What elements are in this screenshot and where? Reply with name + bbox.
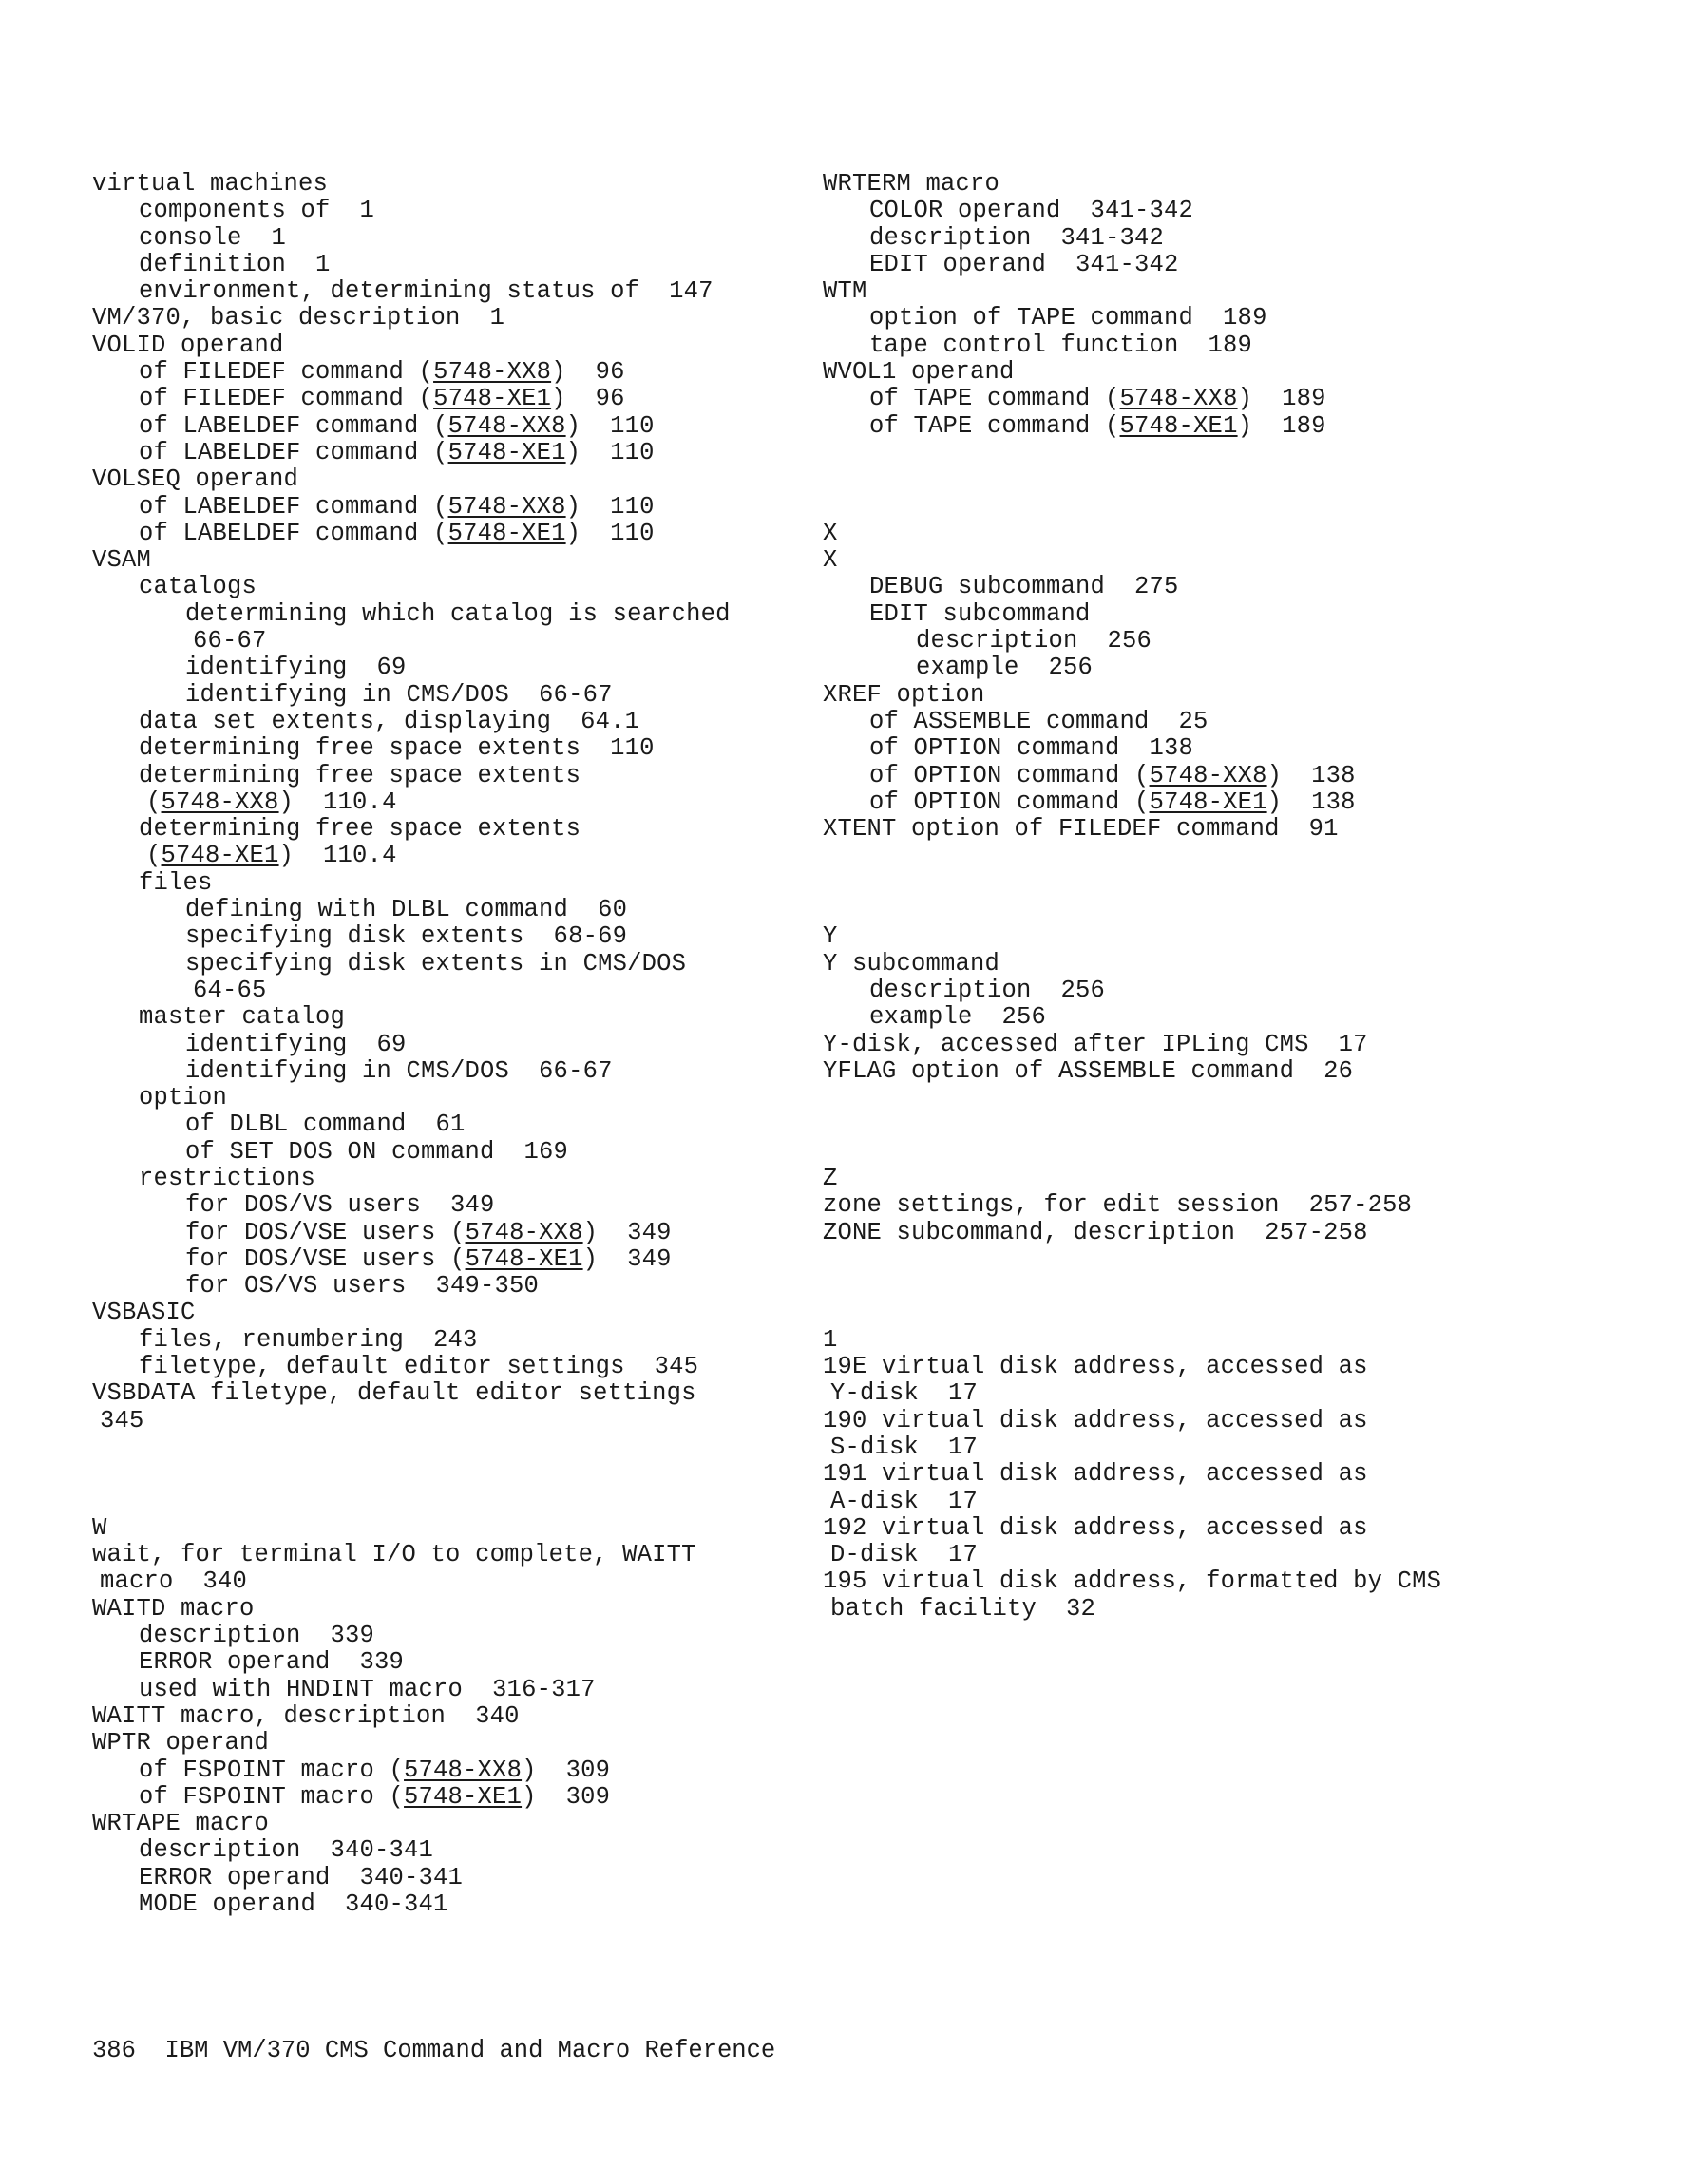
index-entry: wait, for terminal I/O to complete, WAITT [92,1541,696,1569]
index-entry: VSBDATA filetype, default editor settings [92,1379,696,1408]
index-entry: of TAPE command (5748-XX8) 189 [869,385,1326,413]
product-number: 5748-XX8 [1119,385,1238,413]
index-entry: of OPTION command (5748-XE1) 138 [869,788,1356,816]
product-number: 5748-XE1 [447,519,566,547]
product-number: 5748-XE1 [465,1244,583,1273]
index-entry: VOLID operand [92,331,284,359]
index-entry: ZONE subcommand, description 257-258 [823,1218,1368,1246]
index-entry: description 256 [916,627,1152,655]
product-number: 5748-XX8 [447,492,566,521]
index-entry: for DOS/VSE users (5748-XX8) 349 [185,1218,672,1246]
index-entry: zone settings, for edit session 257-258 [823,1191,1413,1220]
index-entry: filetype, default editor settings 345 [139,1353,699,1381]
index-entry: EDIT subcommand [869,599,1091,628]
section-spacer [823,1139,1545,1166]
index-entry: A-disk 17 [830,1487,979,1515]
index-entry: WTM [823,277,867,306]
index-entry: XTENT option of FILEDEF command 91 [823,815,1339,844]
index-entry: description 341-342 [869,223,1165,252]
index-entry: Z [823,1164,838,1192]
index-entry: of FILEDEF command (5748-XE1) 96 [139,385,625,413]
index-entry: X [823,546,838,575]
section-spacer [823,1246,1545,1273]
section-spacer [92,1434,833,1461]
index-entry: determining which catalog is searched [185,599,731,628]
index-entry: identifying 69 [185,654,407,682]
index-entry: data set extents, displaying 64.1 [139,707,640,735]
index-entry: W [92,1513,107,1542]
index-entry: 192 virtual disk address, accessed as [823,1513,1368,1542]
index-entry: ERROR operand 340-341 [139,1863,464,1891]
index-entry: for OS/VS users 349-350 [185,1272,540,1301]
index-entry: WPTR operand [92,1729,270,1757]
index-entry: description 340-341 [139,1836,434,1865]
index-column-right [823,171,1545,1623]
index-entry: files [139,868,213,897]
index-entry: of DLBL command 61 [185,1111,466,1139]
section-spacer [823,870,1545,897]
index-entry: specifying disk extents 68-69 [185,922,628,951]
index-entry: WAITD macro [92,1594,255,1623]
index-entry: 66-67 [193,627,267,655]
index-entry: DEBUG subcommand 275 [869,573,1179,601]
index-entry: WRTERM macro [823,170,1000,198]
index-entry: VOLSEQ operand [92,465,299,494]
index-entry: Y-disk 17 [830,1379,979,1408]
product-number: 5748-XE1 [1119,411,1238,440]
index-entry: D-disk 17 [830,1541,979,1569]
index-entry: WAITT macro, description 340 [92,1701,520,1730]
product-number: 5748-XE1 [161,842,279,870]
index-entry: master catalog [139,1003,346,1032]
index-entry: console 1 [139,223,287,252]
section-spacer [92,1489,833,1515]
index-entry: for DOS/VSE users (5748-XE1) 349 [185,1244,672,1273]
index-entry: files, renumbering 243 [139,1325,478,1354]
index-column-left [92,171,833,1918]
index-entry: of FSPOINT macro (5748-XE1) 309 [139,1782,611,1811]
index-entry: identifying 69 [185,1030,407,1058]
index-entry: option [139,1084,228,1112]
product-number: 5748-XX8 [161,788,279,816]
index-entry: (5748-XX8) 110.4 [146,788,397,816]
index-entry: definition 1 [139,250,331,278]
index-entry: description 256 [869,976,1106,1004]
index-entry: of FILEDEF command (5748-XX8) 96 [139,358,625,387]
index-entry: VM/370, basic description 1 [92,304,505,332]
index-entry: WRTAPE macro [92,1810,270,1838]
page-footer: 386 IBM VM/370 CMS Command and Macro Reference [92,2037,776,2064]
index-entry: 195 virtual disk address, formatted by CMS [823,1567,1442,1596]
product-number: 5748-XE1 [447,438,566,466]
index-entry: VSBASIC [92,1299,196,1327]
index-entry: 345 [100,1406,144,1434]
index-entry: batch facility 32 [830,1594,1096,1623]
index-entry: MODE operand 340-341 [139,1890,448,1918]
product-number: 5748-XX8 [447,411,566,440]
product-number: 5748-XX8 [1149,761,1267,789]
index-entry: identifying in CMS/DOS 66-67 [185,680,613,709]
section-spacer [823,897,1545,923]
index-entry: of TAPE command (5748-XE1) 189 [869,411,1326,440]
index-entry: ERROR operand 339 [139,1648,405,1677]
index-entry: X [823,519,838,547]
index-entry: determining free space extents 110 [139,734,655,763]
product-number: 5748-XE1 [1149,788,1267,816]
product-number: 5748-XX8 [404,1756,523,1784]
index-entry: of ASSEMBLE command 25 [869,707,1209,735]
index-entry: determining free space extents [139,761,581,789]
index-entry: restrictions [139,1164,316,1192]
index-entry: of OPTION command 138 [869,734,1194,763]
index-entry: YFLAG option of ASSEMBLE command 26 [823,1056,1354,1085]
index-entry: determining free space extents [139,815,581,844]
index-entry: environment, determining status of 147 [139,277,714,306]
index-entry: XREF option [823,680,985,709]
section-spacer [823,466,1545,493]
index-entry: 64-65 [193,976,267,1004]
index-entry: VSAM [92,546,152,575]
index-entry: for DOS/VS users 349 [185,1191,495,1220]
index-entry: Y-disk, accessed after IPLing CMS 17 [823,1030,1368,1058]
product-number: 5748-XE1 [433,385,552,413]
index-entry: defining with DLBL command 60 [185,896,628,924]
section-spacer [92,1461,833,1488]
section-spacer [823,440,1545,466]
section-spacer [823,1085,1545,1111]
section-spacer [823,494,1545,521]
section-spacer [823,1111,1545,1138]
index-entry: of OPTION command (5748-XX8) 138 [869,761,1356,789]
index-entry: identifying in CMS/DOS 66-67 [185,1056,613,1085]
index-entry: tape control function 189 [869,331,1253,359]
index-entry: 191 virtual disk address, accessed as [823,1460,1368,1489]
index-entry: 19E virtual disk address, accessed as [823,1353,1368,1381]
index-entry: components of 1 [139,197,375,225]
index-entry: of LABELDEF command (5748-XE1) 110 [139,438,655,466]
index-entry: of LABELDEF command (5748-XE1) 110 [139,519,655,547]
index-entry: 190 virtual disk address, accessed as [823,1406,1368,1434]
index-entry: of SET DOS ON command 169 [185,1137,569,1166]
index-entry: WVOL1 operand [823,358,1015,387]
index-entry: Y subcommand [823,949,1000,978]
index-entry: example 256 [869,1003,1047,1032]
index-entry: Y [823,922,838,951]
section-spacer [823,843,1545,869]
index-entry: description 339 [139,1622,375,1650]
product-number: 5748-XX8 [465,1218,583,1246]
product-number: 5748-XE1 [404,1782,523,1811]
index-entry: used with HNDINT macro 316-317 [139,1675,596,1703]
index-entry: 1 [823,1325,838,1354]
index-entry: EDIT operand 341-342 [869,250,1179,278]
index-entry: of FSPOINT macro (5748-XX8) 309 [139,1756,611,1784]
index-entry: of LABELDEF command (5748-XX8) 110 [139,492,655,521]
index-entry: example 256 [916,654,1094,682]
index-entry: macro 340 [100,1567,248,1596]
index-entry: specifying disk extents in CMS/DOS [185,949,687,978]
product-number: 5748-XX8 [433,358,552,387]
index-entry: of LABELDEF command (5748-XX8) 110 [139,411,655,440]
index-entry: (5748-XE1) 110.4 [146,842,397,870]
index-entry: catalogs [139,573,257,601]
section-spacer [823,1273,1545,1300]
index-entry: option of TAPE command 189 [869,304,1267,332]
index-entry: S-disk 17 [830,1433,979,1461]
index-entry: virtual machines [92,170,329,198]
section-spacer [823,1300,1545,1326]
index-entry: COLOR operand 341-342 [869,197,1194,225]
